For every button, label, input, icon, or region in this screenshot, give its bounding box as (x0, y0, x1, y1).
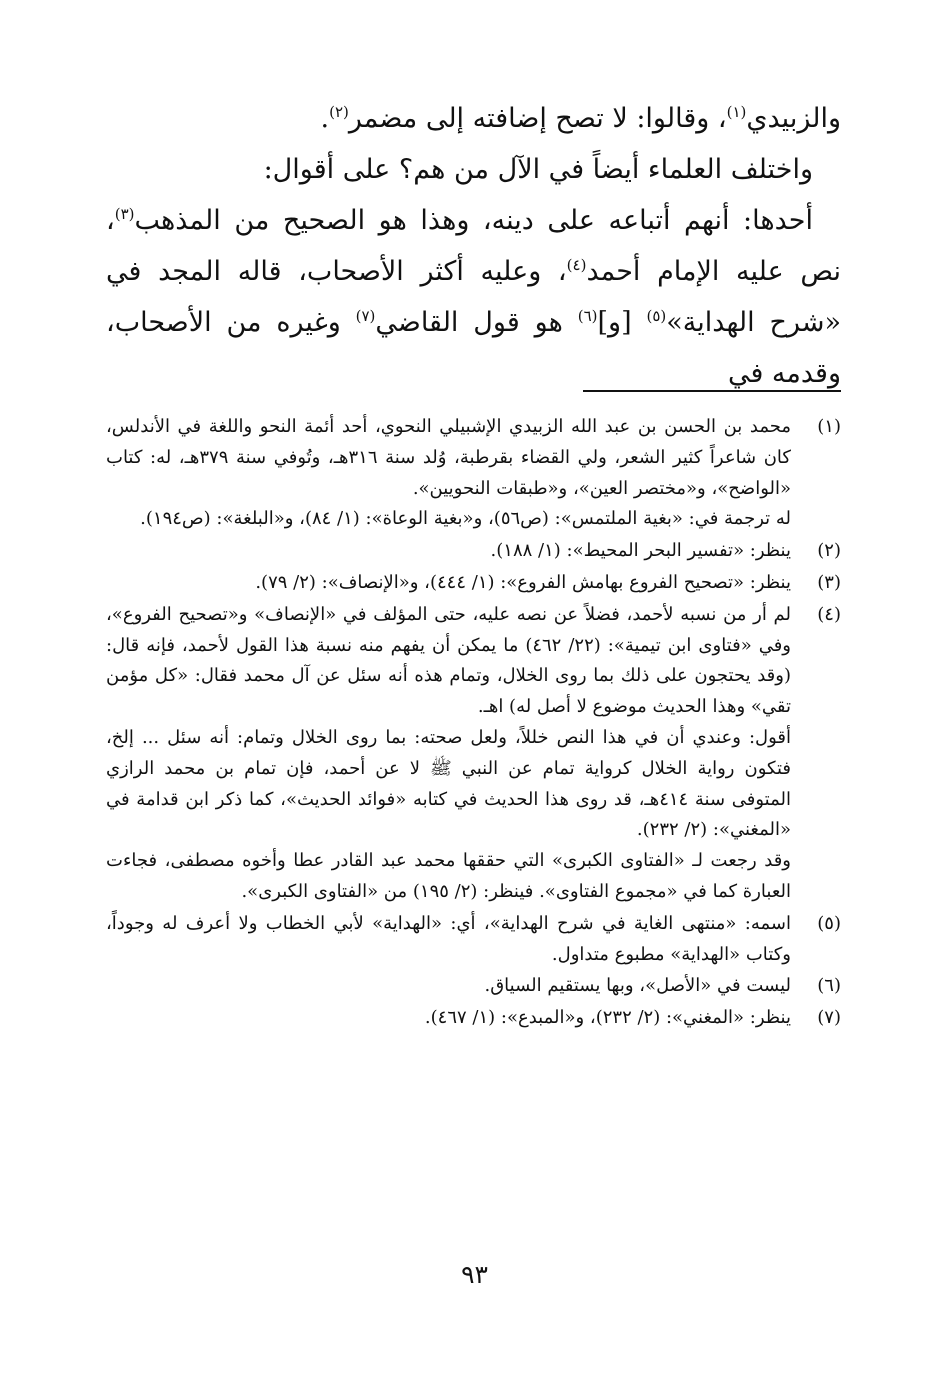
main-text-segment: والزبيدي (746, 103, 841, 134)
main-text-segment: ، نص عليه الإمام أحمد (106, 205, 841, 287)
footnote-number: (٧) (817, 1007, 841, 1029)
footnote-2 (106, 536, 841, 567)
footnote-6 (106, 971, 841, 1002)
main-text (106, 93, 841, 399)
footnote-ref-6: (٦) (577, 307, 598, 325)
footnote-paragraph: وقد رجعت لـ «الفتاوى الكبرى» التي حققها محمد عبد القادر عطا وأخوه مصطفى، فجاءت العبارة كما في «مجموع الفتاوى». فينظر: (٢/ ١٩٥) من «الفتاوى الكبرى». (106, 850, 791, 902)
footnote-paragraph: أقول: وعندي أن في هذا النص خللاً، ولعل صحته: بما روى الخلال وتمام: أنه سئل ... إلخ، فتكون رواية الخلال كرواية تمام عن النبي ﷺ لا عن أحمد، فإن تمام بن محمد الرازي المتوفى سنة ٤١٤هـ، قد روى هذا الحديث في كتابه «فوائد الحديث»، كما ذكر ابن قدامة في «المغني»: (٢/ ٢٣٢). (106, 726, 791, 841)
main-text-segment: . (320, 103, 330, 134)
footnote-4 (106, 600, 841, 908)
footnote-paragraph: له ترجمة في: «بغية الملتمس»: (ص٥٦)، و«بغية الوعاة»: (١/ ٨٤)، و«البلغة»: (ص١٩٤). (140, 508, 791, 530)
main-text-segment: هو قول القاضي (375, 307, 578, 338)
footnote-body (106, 568, 791, 599)
footnote-paragraph: محمد بن الحسن بن عبد الله الزبيدي الإشبيلي النحوي، أحد أئمة النحو واللغة في الأندلس، كان شاعراً كثير الشعر، ولي القضاء بقرطبة، وُلد سنة ٣١٦هـ، وتُوفي سنة ٣٧٩هـ، له: كتاب «الواضح»، و«مختصر العين»، و«طبقات النحويين». (106, 416, 791, 499)
footnote-number: (٣) (817, 571, 841, 593)
footnote-body (106, 909, 791, 971)
footnote-1 (106, 412, 841, 535)
footnote-paragraph: اسمه: «منتهى الغاية في شرح الهداية»، أي: «الهداية» لأبي الخطاب ولا أعرف له وجوداً، وكتاب «الهداية» مطبوع متداول. (106, 912, 791, 965)
footnote-ref-3: (٣) (114, 205, 135, 223)
main-text-segment: ، وعليه أكثر الأصحاب، قاله المجد في «شرح الهداية» (106, 256, 841, 338)
footnote-ref-1: (١) (726, 103, 747, 121)
footnote-ref-2: (٢) (329, 103, 349, 121)
footnote-body (106, 1003, 791, 1034)
main-text-segment: [و] (597, 307, 647, 338)
footnote-body (106, 600, 791, 908)
main-text-segment: وغيره من الأصحاب، وقدمه في (106, 307, 841, 389)
footnotes-section (106, 412, 841, 1035)
footnote-paragraph: ينظر: «المغني»: (٢/ ٢٣٢)، و«المبدع»: (١/ ٤٦٧). (424, 1007, 791, 1029)
main-text-segment: أحدها: أنهم أتباعه على دينه، وهذا هو الصحيح من المذهب (134, 205, 813, 236)
footnote-number: (٥) (817, 912, 841, 934)
page-number: ٩٣ (461, 1260, 488, 1289)
footnote-body (106, 412, 791, 535)
footnote-5 (106, 909, 841, 971)
footnote-ref-5: (٥) (646, 307, 667, 325)
footnote-number: (٦) (817, 975, 841, 997)
footnote-body (106, 971, 791, 1002)
main-paragraph-3 (106, 195, 841, 399)
main-text-segment: ، وقالوا: لا تصح إضافته إلى مضمر (348, 103, 727, 134)
footnote-paragraph: ينظر: «تصحيح الفروع بهامش الفروع»: (١/ ٤٤٤)، و«الإنصاف»: (٢/ ٧٩). (255, 571, 791, 593)
footnote-body (106, 536, 791, 567)
footnote-paragraph: ينظر: «تفسير البحر المحيط»: (١/ ١٨٨). (490, 540, 791, 562)
footnote-ref-7: (٧) (355, 307, 376, 325)
main-paragraph-1 (106, 93, 841, 144)
footnote-paragraph: لم أر من نسبه لأحمد، فضلاً عن نصه عليه، حتى المؤلف في «الإنصاف» و«تصحيح الفروع»، وفي «فتاوى ابن تيمية»: (٢٢/ ٤٦٢) ما يمكن أن يفهم منه نسبة هذا القول لأحمد، فإنه قال: (وقد يحتجون على ذلك بما روى الخلال، وتمام هذه أنه سئل عن آل محمد فقال: «كل مؤمن تقي» وهذا الحديث موضوع لا أصل له) اهـ. (106, 603, 791, 718)
footnote-paragraph: ليست في «الأصل»، وبها يستقيم السياق. (484, 975, 791, 997)
footnote-number: (٤) (817, 603, 841, 625)
footnote-ref-4: (٤) (566, 256, 587, 274)
footnote-number: (٢) (817, 540, 841, 562)
footnote-separator (583, 390, 841, 392)
footnote-number: (١) (817, 416, 841, 437)
main-paragraph-2: واختلف العلماء أيضاً في الآل من هم؟ على أقوال: (263, 154, 813, 185)
footnote-3 (106, 568, 841, 599)
footnote-7 (106, 1003, 841, 1034)
